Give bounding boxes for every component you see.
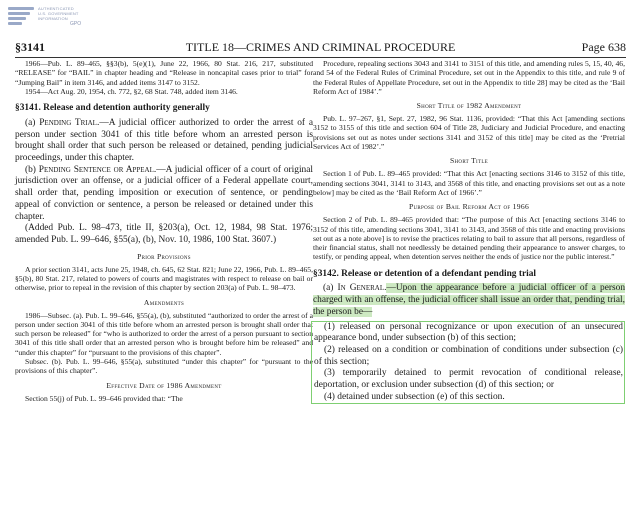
- amendment-1986-b: Subsec. (b). Pub. L. 99–646, §55(a), substituted “under this chapter” for “pursuant to the provisions of this chapter”.: [15, 357, 313, 376]
- section-3142-heading: §3142. Release or detention of a defendant pending trial: [313, 268, 536, 279]
- amendment-note-1966: 1966—Pub. L. 89–465, §§3(b), 5(e)(1), June 22, 1966, 80 Stat. 216, 217, substituted “RELEASE” for “BAIL” in chapter heading and “Release in noncapital cases prior to trial” for “Jumping Bail” in item 3146, and added items 3147 to 3152.: [15, 59, 313, 87]
- amendment-1986-a: 1986—Subsec. (a). Pub. L. 99–646, §55(a), (b), substituted “authorized to order the arrest of a person under section 3041 of this title before whom an arrested person is brought shall order that such person be released” for “who is authorized to order the arrest of a person pursuant to section 3041 of this title shall order that an arrested person who is brought before him be released” and “under this chapter” for “pursuant to the provisions of this chapter”.: [15, 310, 313, 357]
- list-item-2: (2) released on a condition or combination of conditions under subsection (c) of this section;: [314, 344, 623, 367]
- header-rule: [15, 57, 626, 58]
- page-header: [15, 40, 626, 56]
- right-column: [313, 59, 625, 404]
- bail-reform-1984-note: Procedure, repealing sections 3043 and 3141 to 3151 of this title, and amending rules 5, 15, 40, 46, and 54 of the Federal Rules of Criminal Procedure, set out in the Appendix to this title, and rule 9 of the Federal Rules of Appellate Procedure, set out in the Appendix to title 28] may be cited as the ‘Bail Reform Act of 1984’.”: [313, 59, 625, 96]
- prior-provisions-text: A prior section 3141, acts June 25, 1948, ch. 645, 62 Stat. 821; June 22, 1966, Pub. L. 89–465, §5(b), 80 Stat. 217, related to powers of courts and magistrates with respect to release on bail or otherwise, prior to repeal in the revision of this chapter by section 203(a) of Pub. L. 98–473.: [15, 264, 313, 293]
- purpose-caption: Purpose of Bail Reform Act of 1966: [408, 202, 530, 212]
- logo-mark-icon: [8, 7, 36, 27]
- logo-text: AUTHENTICATED U.S. GOVERNMENT INFORMATION: [38, 6, 79, 21]
- list-item-1: (1) released on personal recognizance or upon execution of an unsecured appearance bond, under subsection (b) of this section;: [314, 321, 623, 344]
- logo-publisher: GPO: [70, 21, 82, 27]
- amendment-note-1954: 1954—Act Aug. 20, 1954, ch. 772, §2, 68 Stat. 748, added item 3146.: [25, 86, 238, 96]
- subsection-b-pending-sentence: (b) Pending Sentence or Appeal.—A judicial officer of a court of original jurisdiction over an offense, or a judicial officer of a Federal appellate court, shall order that, pending imposition or execution of sentence, or pending appeal of conviction or sentence, a person be released or detained under this chapter.: [15, 164, 313, 222]
- short-title-text: Section 1 of Pub. L. 89–465 provided: “That this Act [enacting sections 3146 to 3152 of this title, amending sections 3041, 3141 to 3143, and 3568 of this title, and enacting provisions set out as a note below] may be cited as the ‘Bail Reform Act of 1966’.”: [313, 169, 625, 197]
- short-title-caption: Short Title: [449, 156, 489, 166]
- prior-provisions-caption: Prior Provisions: [137, 251, 191, 261]
- highlighted-list-box: [311, 321, 625, 405]
- highlighted-text: —Upon the appearance before a judicial officer of a person charged with an offense, the judicial officer shall issue an order that, pending trial, the person be—: [313, 283, 626, 317]
- subsection-a-pending-trial: (a) Pending Trial.—A judicial officer authorized to order the arrest of a person under section 3041 of this title before whom an arrested person is brought shall order that such person be released or detained, pending judicial proceedings, under this chapter.: [15, 117, 314, 163]
- list-item-4: (4) detained under subsection (e) of this section.: [324, 391, 505, 402]
- running-title: TITLE 18—CRIMES AND CRIMINAL PROCEDURE: [185, 40, 456, 54]
- page-number: Page 638: [581, 40, 626, 54]
- amendments-caption: Amendments: [143, 297, 185, 307]
- gpo-authenticated-logo: [8, 4, 88, 30]
- effective-date-text: Section 55(j) of Pub. L. 99–646 provided that: “The: [25, 393, 183, 403]
- list-item-3: (3) temporarily detained to permit revocation of conditional release, deportation, or exclusion under subsection (d) of this section; or: [314, 368, 623, 391]
- header-section: §3141: [15, 40, 45, 54]
- effective-date-caption: Effective Date of 1986 Amendment: [106, 380, 222, 390]
- short-title-1982-caption: Short Title of 1982 Amendment: [416, 101, 522, 111]
- short-title-1982-text: Pub. L. 97–267, §1, Sept. 27, 1982, 96 Stat. 1136, provided: “That this Act [amending sections 3152 to 3155 of this title and section 604 of Title 28, Judiciary and Judicial Procedure, and enacting provisions set out as notes under sections 3141 and 3152 of this title] may be cited as the ‘Pretrial Services Act of 1982’.”: [313, 114, 625, 152]
- purpose-text: Section 2 of Pub. L. 89–465 provided that: “The purpose of this Act [enacting sections 3146 to 3152 of this title, amending sections 3041, 3141 to 3143, and 3568 of this title and enacting provisions set out as a note above] is to revise the practices relating to bail to assure that all persons, regardless of their financial status, shall not needlessly be detained pending their appearance to answer charges, to testify, or pending appeal, when detention serves neither the ends of justice nor the public interest.”: [313, 215, 625, 262]
- subsection-a-in-general: (a) In General.—Upon the appearance before a judicial officer of a person charged with an offense, the judicial officer shall issue an order that, pending trial, the person be—: [313, 283, 626, 317]
- source-credit: (Added Pub. L. 98–473, title II, §203(a), Oct. 12, 1984, 98 Stat. 1976; amended Pub. L. 99–646, §55(a), (b), Nov. 10, 1986, 100 Stat. 3607.): [15, 223, 313, 245]
- section-3141-heading: §3141. Release and detention authority generally: [15, 103, 210, 114]
- left-column: [15, 59, 313, 403]
